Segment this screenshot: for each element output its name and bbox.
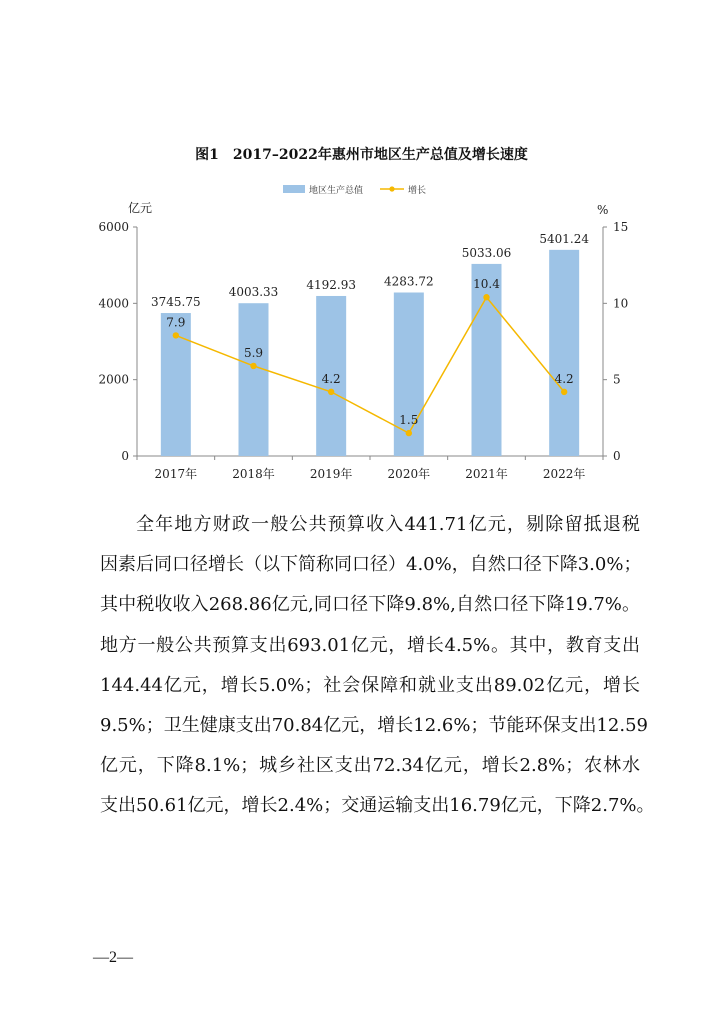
figure-label: 图1 [195,147,219,163]
gdp-chart [0,0,723,500]
growth-point [250,363,256,369]
growth-point-label: 1.5 [399,413,419,428]
paragraph-line: 全年地方财政一般公共预算收入441.71亿元，剔除留抵退税 [136,514,640,535]
growth-point-label: 5.9 [243,345,264,360]
gdp-bar-label: 3745.75 [151,295,201,310]
figure-title: 2017–2022年惠州市地区生产总值及增长速度 [232,147,528,163]
growth-point [406,430,412,436]
y-right-tick-label: 15 [613,220,629,234]
legend-line-label: 增长 [408,186,427,196]
paragraph-line: 支出50.61亿元，增长2.4%；交通运输支出16.79亿元，下降2.7%。 [100,795,655,817]
legend-bar-swatch [283,185,305,193]
y-left-tick-label: 0 [121,449,129,463]
y-left-tick-label: 6000 [98,220,129,234]
growth-point [173,332,179,338]
y-right-unit: % [597,203,609,217]
x-tick-label: 2022年 [542,467,586,481]
gdp-bar [472,264,502,456]
x-tick-label: 2017年 [154,467,198,481]
y-left-tick-label: 4000 [98,296,129,311]
paragraph-line: 地方一般公共预算支出693.01亿元，增长4.5%。其中，教育支出 [100,634,640,656]
growth-point-label: 4.2 [554,371,574,386]
gdp-bar-label: 4003.33 [228,285,279,300]
gdp-bar-label: 5033.06 [461,245,512,260]
y-right-tick-label: 0 [613,449,621,463]
body-paragraph [100,505,655,827]
paragraph-line: 亿元，下降8.1%；城乡社区支出72.34亿元，增长2.8%；农林水 [100,755,640,777]
y-right-tick-label: 10 [613,296,629,311]
paragraph-line: 其中税收收入268.86亿元,同口径下降9.8%,自然口径下降19.7%。 [100,594,640,616]
x-tick-label: 2020年 [387,467,431,481]
paragraph-line: 9.5%；卫生健康支出70.84亿元，增长12.6%；节能环保支出12.59 [100,715,648,737]
paragraph-line: 144.44亿元，增长5.0%；社会保障和就业支出89.02亿元，增长 [100,674,640,696]
paragraph-line: 因素后同口径增长（以下简称同口径）4.0%，自然口径下降3.0%； [100,554,642,576]
growth-point [561,389,567,395]
y-left-tick-label: 2000 [98,372,129,387]
gdp-bar-label: 5401.24 [539,231,589,246]
page-number: —2— [93,949,133,966]
gdp-bar-label: 4283.72 [384,274,434,289]
growth-point-label: 4.2 [321,371,341,386]
y-left-unit: 亿元 [128,201,153,215]
growth-point [483,294,489,300]
growth-point-label: 7.9 [166,315,186,330]
growth-point-label: 10.4 [473,277,500,292]
x-tick-label: 2021年 [465,467,508,481]
gdp-bar [239,303,269,456]
gdp-bar-label: 4192.93 [306,277,356,292]
x-tick-label: 2018年 [232,467,275,481]
legend-line-marker [389,186,394,191]
y-right-tick-label: 5 [613,372,621,387]
legend-bar-label: 地区生产总值 [309,186,364,196]
gdp-bar [549,250,579,456]
growth-point [328,389,334,395]
x-tick-label: 2019年 [309,467,353,481]
growth-line [176,297,564,433]
